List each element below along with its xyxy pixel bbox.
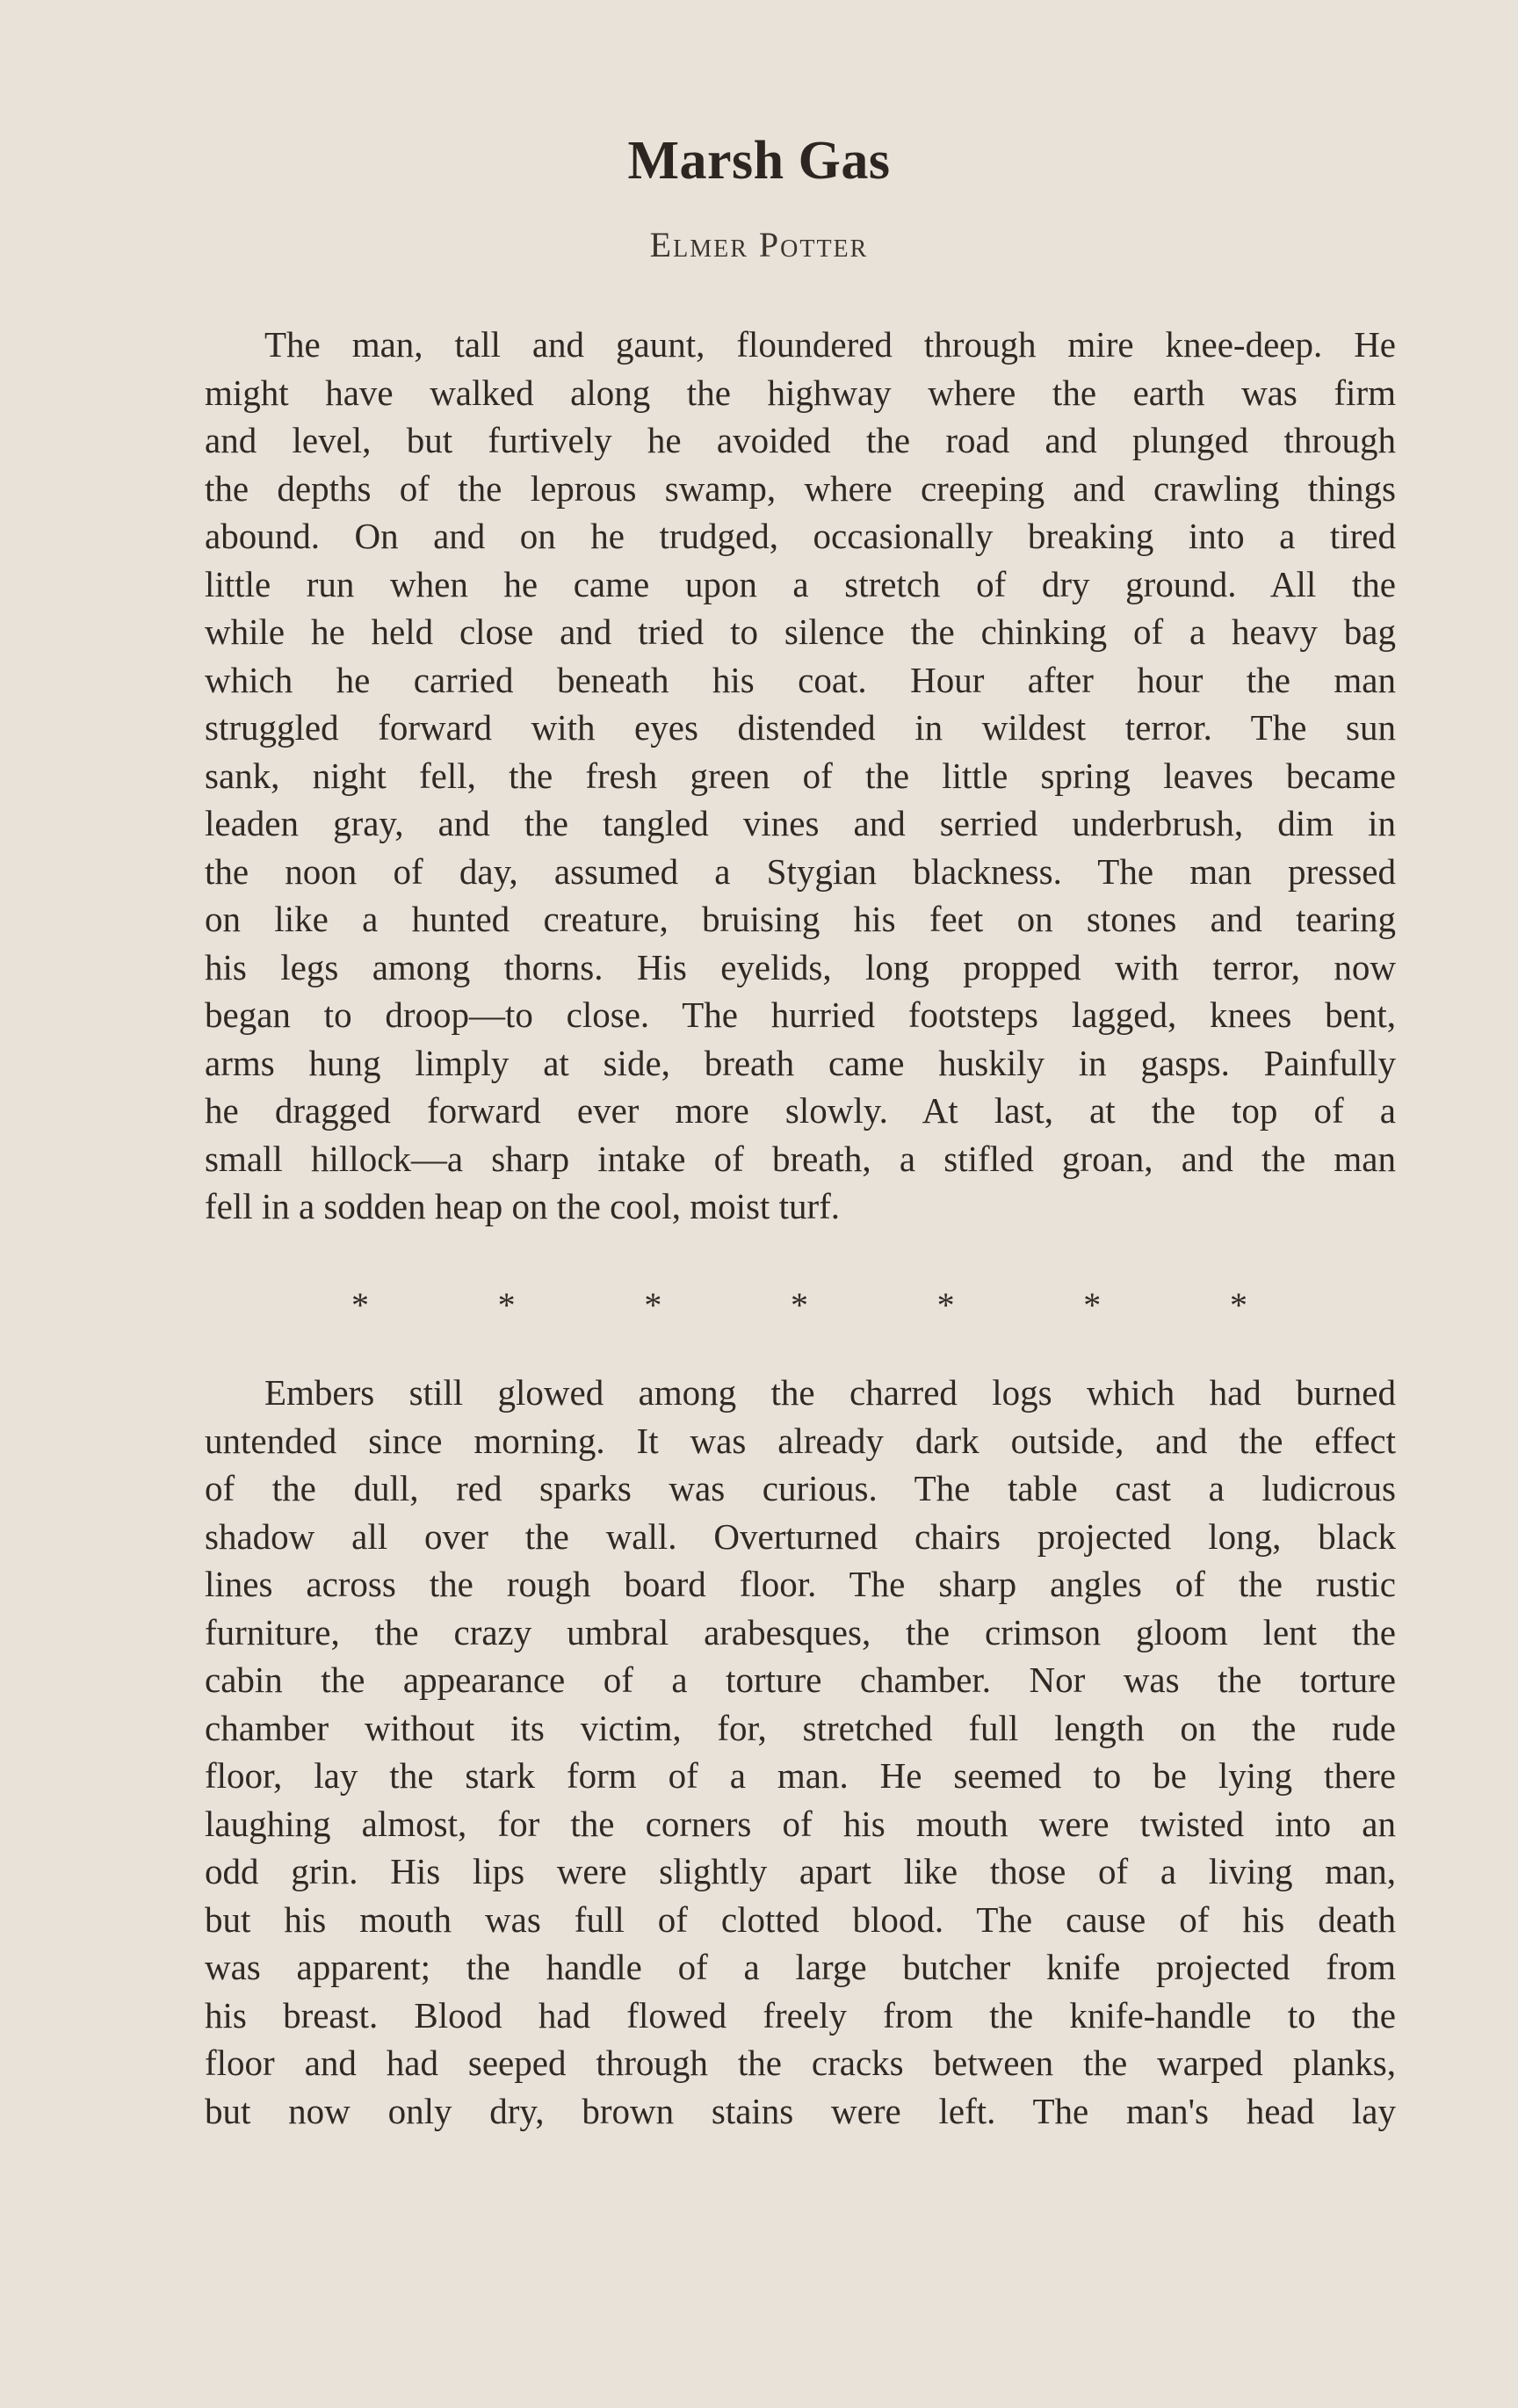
text-line: which he carried beneath his coat. Hour after hour the man bbox=[205, 659, 1396, 700]
text-line: of the dull, red sparks was curious. The table cast a ludicrous bbox=[205, 1468, 1396, 1508]
story-title: Marsh Gas bbox=[627, 131, 891, 191]
text-line: sank, night fell, the fresh green of the little spring leaves became bbox=[205, 755, 1396, 796]
text-line: his breast. Blood had flowed freely from the knife-handle to the bbox=[205, 1994, 1396, 2036]
asterisk: * bbox=[936, 1285, 955, 1325]
text-line: abound. On and on he trudged, occasionally breaking into a tired bbox=[205, 516, 1396, 556]
section-separator bbox=[351, 1284, 1247, 1326]
text-line: began to droop—to close. The hurried footsteps lagged, knees bent, bbox=[205, 994, 1396, 1035]
text-line: arms hung limply at side, breath came huskily in gasps. Painfully bbox=[205, 1042, 1396, 1083]
text-line: was apparent; the handle of a large butcher knife projected from bbox=[205, 1947, 1396, 1987]
text-line: odd grin. His lips were slightly apart like those of a living man, bbox=[205, 1851, 1396, 1891]
text-line: laughing almost, for the corners of his mouth were twisted into an bbox=[205, 1803, 1396, 1844]
text-line: floor, lay the stark form of a man. He seemed to be lying there bbox=[205, 1755, 1396, 1796]
text-line: and level, but furtively he avoided the road and plunged through bbox=[205, 420, 1396, 460]
text-line: his legs among thorns. His eyelids, long propped with terror, now bbox=[205, 946, 1396, 987]
text-line: the noon of day, assumed a Stygian blackness. The man pressed bbox=[205, 850, 1396, 892]
text-line: Embers still glowed among the charred logs which had burned bbox=[264, 1372, 1396, 1413]
text-line: small hillock—a sharp intake of breath, a stifled groan, and the man bbox=[205, 1138, 1396, 1179]
text-line: but his mouth was full of clotted blood. The cause of his death bbox=[205, 1898, 1396, 1940]
story-author: Elmer Potter bbox=[649, 225, 869, 264]
text-line: floor and had seeped through the cracks between the warped planks, bbox=[205, 2043, 1396, 2083]
asterisk: * bbox=[497, 1285, 516, 1325]
text-line: struggled forward with eyes distended in wildest terror. The sun bbox=[205, 707, 1396, 748]
text-line: cabin the appearance of a torture chamber. Nor was the torture bbox=[205, 1660, 1396, 1700]
asterisk: * bbox=[644, 1285, 662, 1325]
text-line: The man, tall and gaunt, floundered through mire knee-deep. He bbox=[264, 324, 1396, 365]
text-line: chamber without its victim, for, stretched full length on the rude bbox=[205, 1707, 1396, 1748]
text-line: but now only dry, brown stains were left. The man's head lay bbox=[205, 2090, 1396, 2131]
text-line: on like a hunted creature, bruising his feet on stones and tearing bbox=[205, 899, 1396, 939]
text-line: fell in a sodden heap on the cool, moist turf. bbox=[205, 1186, 841, 1226]
text-line: shadow all over the wall. Overturned chairs projected long, black bbox=[205, 1515, 1396, 1557]
text-line: he dragged forward ever more slowly. At last, at the top of a bbox=[205, 1090, 1396, 1131]
text-line: untended since morning. It was already dark outside, and the effect bbox=[205, 1420, 1396, 1461]
asterisk: * bbox=[1229, 1285, 1247, 1325]
text-line: furniture, the crazy umbral arabesques, the crimson gloom lent the bbox=[205, 1611, 1396, 1652]
asterisk: * bbox=[790, 1285, 808, 1325]
asterisk: * bbox=[351, 1285, 369, 1325]
text-line: lines across the rough board floor. The sharp angles of the rustic bbox=[205, 1564, 1396, 1604]
text-line: leaden gray, and the tangled vines and serried underbrush, dim in bbox=[205, 803, 1396, 843]
paragraph-2 bbox=[205, 1369, 1396, 2135]
text-line: might have walked along the highway where the earth was firm bbox=[205, 372, 1396, 413]
text-line: little run when he came upon a stretch of dry ground. All the bbox=[205, 563, 1396, 604]
asterisk: * bbox=[1083, 1285, 1102, 1325]
text-line: the depths of the leprous swamp, where creeping and crawling things bbox=[205, 467, 1396, 509]
text-line: while he held close and tried to silence the chinking of a heavy bag bbox=[205, 611, 1396, 652]
paragraph-1 bbox=[205, 321, 1396, 1231]
